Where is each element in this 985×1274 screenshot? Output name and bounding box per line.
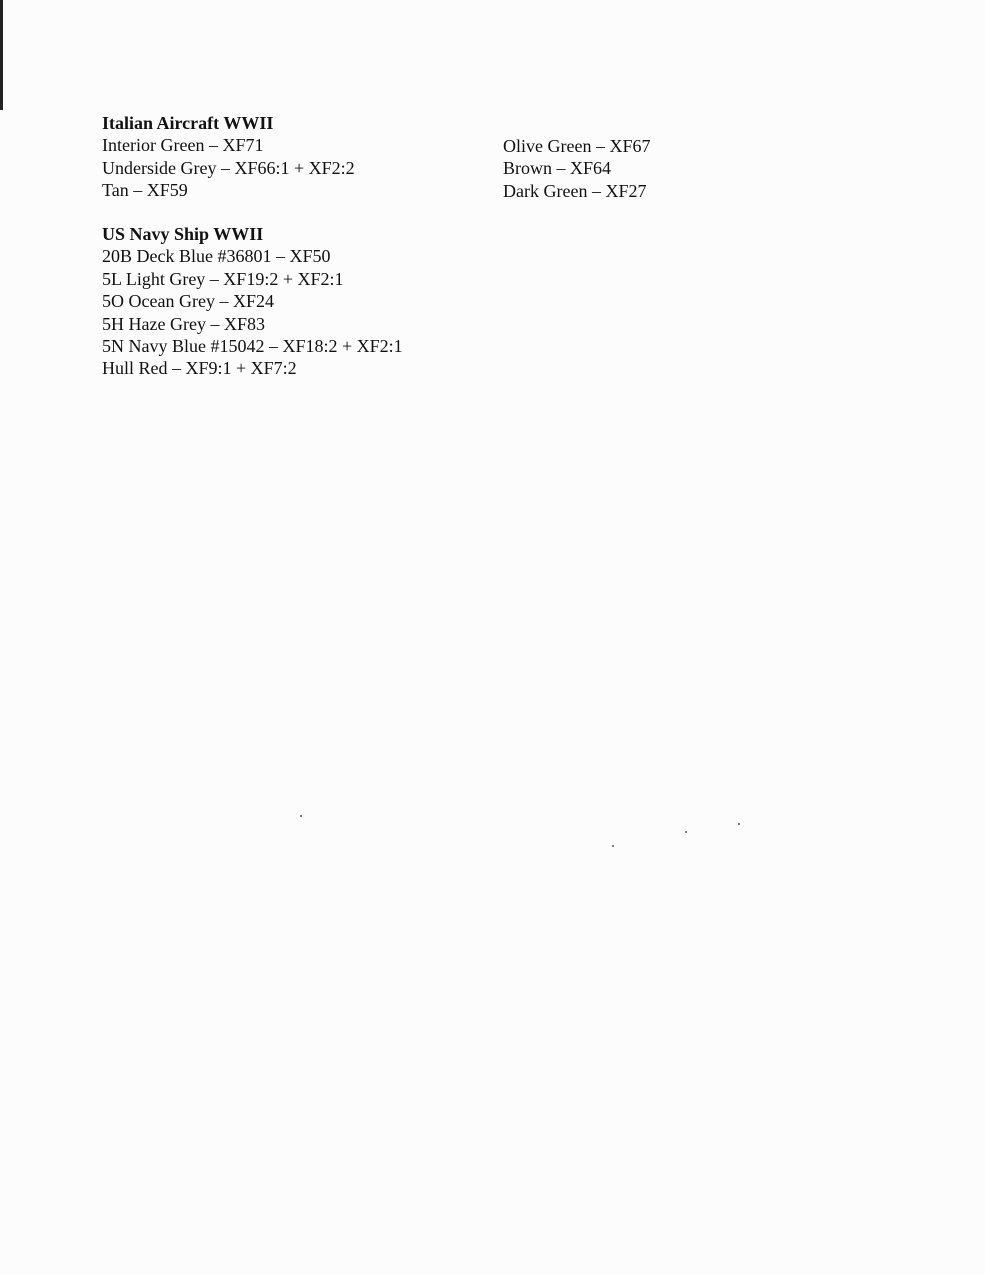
scan-speck <box>612 845 614 847</box>
color-entry: 5N Navy Blue #15042 – XF18:2 + XF2:1 <box>102 336 403 357</box>
color-entry: Underside Grey – XF66:1 + XF2:2 <box>102 157 355 178</box>
color-entry: 20B Deck Blue #36801 – XF50 <box>102 246 331 267</box>
color-entry: 5O Ocean Grey – XF24 <box>102 291 274 312</box>
color-entry: Hull Red – XF9:1 + XF7:2 <box>102 358 297 379</box>
scan-speck <box>685 831 687 833</box>
scan-speck <box>738 823 740 825</box>
us-navy-ship-heading: US Navy Ship WWII <box>102 224 264 244</box>
us-navy-ship-section <box>102 223 403 380</box>
italian-aircraft-section <box>102 112 355 202</box>
color-entry: Dark Green – XF27 <box>503 180 647 201</box>
scan-speck <box>300 815 302 817</box>
scan-edge <box>0 0 3 110</box>
color-entry: Interior Green – XF71 <box>102 135 264 156</box>
color-entry: 5H Haze Grey – XF83 <box>102 313 265 334</box>
italian-aircraft-column-2 <box>503 135 650 202</box>
color-entry: 5L Light Grey – XF19:2 + XF2:1 <box>102 268 344 289</box>
color-entry: Olive Green – XF67 <box>503 136 651 156</box>
color-entry: Tan – XF59 <box>102 180 188 201</box>
color-entry: Brown – XF64 <box>503 158 612 179</box>
italian-aircraft-heading: Italian Aircraft WWII <box>102 113 274 133</box>
